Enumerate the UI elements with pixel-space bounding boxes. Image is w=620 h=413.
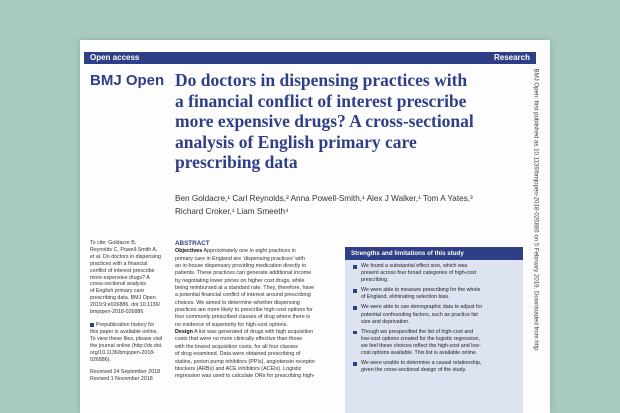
strength-point-line: present across four broad categories of high-cost [361,270,477,277]
abstract-line [175,248,340,255]
abstract-line [175,351,340,358]
strength-point-line: We were able to measure prescribing for the whole [361,287,481,294]
bullet-square-icon [353,289,357,293]
strength-point-line: We were able to use demographic data to adjust for [361,304,483,311]
abstract-line [175,314,340,321]
title-line: more expensive drugs? A cross-sectional [175,111,474,132]
title-line: a financial conflict of interest prescribe [175,90,467,111]
abstract-line [175,359,340,366]
abstract-line [175,329,340,336]
prepub-text: this paper is available online. [90,328,159,335]
prepub-text: To view these files, please visit [90,335,163,342]
abstract-text: being reimbursed at a standard rate. They, therefore, have [175,285,315,292]
title-line: prescribing data [175,152,298,173]
prepub-line [90,322,172,329]
citation-line: of English primary care [90,288,145,295]
strength-point-line: potential confounding factors, such as practice list [361,311,478,318]
author-list [175,193,520,218]
citation-line: To cite: Goldacre B, [90,240,137,246]
abstract-line [175,336,340,343]
abstract-line [175,270,340,277]
abstract-text: no evidence of superiority for high-cost options. [175,321,288,328]
strength-point-line: We found a substantial effect size, which was [361,263,468,269]
abstract-text: a potential financial conflict of interest around prescribing [175,292,311,299]
date-line: Received 24 September 2018 [90,369,161,376]
abstract-line [175,285,340,292]
strength-point-line: of England, eliminating selection bias. [361,294,450,301]
prepub-text: Prepublication history for [96,321,155,328]
strengths-limitations-box [345,247,523,413]
abstract-section-label: Design [175,329,193,336]
citation-line: Reynolds C, Powell-Smith A, [90,246,158,253]
strength-point-line: cost options available. This list is available online. [361,350,478,357]
author-line: Ben Goldacre,¹ Carl Reynolds,² Anna Powell-Smith,¹ Alex J Walker,¹ Tom A Yates,³ [175,194,473,203]
abstract-text: patients. These practices can generate additional income [175,270,312,277]
bullet-square-icon [353,265,357,269]
strength-point [345,304,523,325]
abstract-text: four commonly prescribed classes of drug where there is [175,314,311,321]
paper-page [80,40,550,413]
open-access-label: Open access [90,53,140,62]
abstract-line [175,300,340,307]
citation-line: 2019;9:e026886. doi:10.1136/ [90,302,161,309]
citation-line: practices with a financial [90,260,148,267]
citation-line: conflict of interest prescribe [90,267,155,274]
article-type-label: Research [493,53,530,62]
strength-point-line: we feel these choices reflect the high-cost and low- [361,342,481,349]
abstract-line [175,322,340,329]
strength-point [345,329,523,357]
bullet-square-icon [353,331,357,335]
abstract-text: by negotiating lower prices on higher cost drugs, while [175,277,305,284]
bullet-square-icon [353,362,357,366]
strength-point [345,287,523,301]
abstract-text: Approximately one in eight practices in [202,248,296,255]
strength-point-line: Though we prespecified the list of high-cost and [361,328,474,335]
abstract-section-label: Objectives [175,248,203,255]
abstract-text: with the lowest acquisition costs, for all four classes [175,343,298,350]
citation-line: et al. Do doctors in dispensing [90,253,161,260]
abstract-line [175,263,340,270]
strength-point-line: We were unable to determine a causal relationship, [361,360,482,367]
strength-point-line: size and deprivation. [361,318,410,325]
abstract-text: A list was generated of drugs with high acquisition [192,329,314,336]
journal-logo[interactable]: BMJ Open [90,72,165,89]
title-line: Do doctors in dispensing practices with [175,70,468,90]
citation-line: more expensive drugs? A [90,274,150,281]
abstract-heading: ABSTRACT [175,240,210,247]
strength-point-line: prescribing. [361,277,389,284]
abstract [175,240,340,381]
abstract-text: an in-house dispensary providing medication directly to [175,263,307,270]
citation-line: prescribing data. BMJ Open [90,295,156,302]
prepub-text: org/10.1136/bmjopen-2018- [90,349,155,356]
prepub-line [90,336,172,343]
abstract-text: of drug examined. Data were obtained prescribing of [175,351,301,358]
strength-point [345,263,523,284]
prepub-line [90,343,172,350]
prepub-text: 026886). [90,356,111,363]
strength-point [345,360,523,374]
abstract-line [175,292,340,299]
abstract-text: statins, proton pump inhibitors (PPIs), angiotensin receptor [175,358,316,365]
prepub-line [90,350,172,357]
citation-line: cross-sectional analysis [90,281,146,288]
citation-line: bmjopen-2018-026886 [90,309,144,316]
bullet-square-icon [353,306,357,310]
title-line: analysis of English primary care [175,131,417,152]
header-bar [84,52,536,64]
abstract-line [175,307,340,314]
abstract-line [175,373,340,380]
abstract-line [175,256,340,263]
article-title [175,70,520,173]
date-line: Revised 1 November 2018 [90,376,153,383]
strengths-limitations-heading: Strengths and limitations of this study [345,247,523,260]
citation-sidebar [90,240,172,383]
abstract-line [175,366,340,373]
abstract-text: choices. We aimed to determine whether dispensing [175,299,300,306]
prepub-line [90,357,172,364]
strength-point-line: given the cross-sectional design of the study. [361,367,467,374]
prepub-line [90,329,172,336]
abstract-line [175,344,340,351]
abstract-text: costs that were no more clinically effective than those [175,336,303,343]
prepub-text: the journal online (http://dx.doi. [90,342,163,349]
strength-point-line: low-cost options created for the logistic regression, [361,335,480,342]
abstract-text: practices are more likely to prescribe high-cost options for [175,307,313,314]
abstract-text: primary care in England are ‘dispensing practices’ with [175,255,305,262]
doi-rail-text[interactable]: BMJ Open: first published as 10.1136/bmjopen-2018-026886 on 5 February 2019. Downloaded from http [532,68,540,351]
doi-rail [531,70,541,413]
abstract-text: blockers (ARBs) and ACE inhibitors (ACEIs). Logistic [175,365,302,372]
bullet-square-icon [90,323,94,327]
author-line: Richard Croker,¹ Liam Smeeth⁴ [175,206,289,216]
abstract-text: regression was used to calculate ORs for prescribing high- [175,373,315,380]
abstract-line [175,278,340,285]
